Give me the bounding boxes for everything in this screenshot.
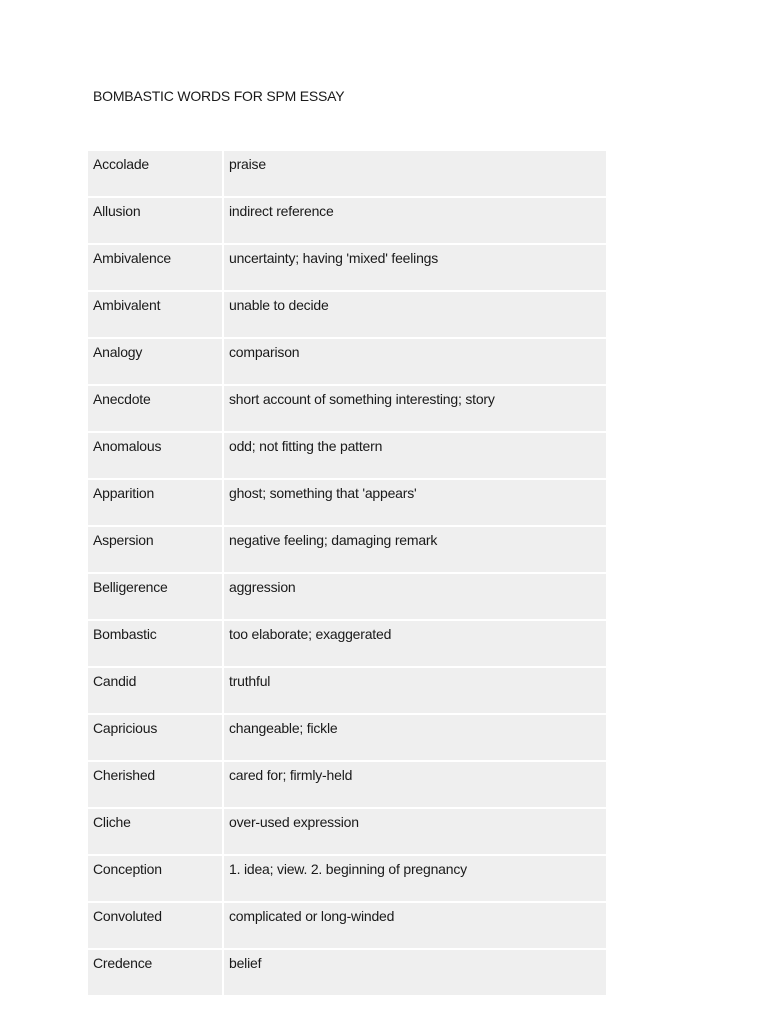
meaning-cell: uncertainty; having 'mixed' feelings xyxy=(224,245,606,292)
word-cell: Aspersion xyxy=(88,527,224,574)
meaning-cell: changeable; fickle xyxy=(224,715,606,762)
word-cell: Bombastic xyxy=(88,621,224,668)
meaning-cell: ghost; something that 'appears' xyxy=(224,480,606,527)
document-title: BOMBASTIC WORDS FOR SPM ESSAY xyxy=(93,88,345,104)
word-cell: Allusion xyxy=(88,198,224,245)
word-cell: Conception xyxy=(88,856,224,903)
meaning-cell: too elaborate; exaggerated xyxy=(224,621,606,668)
table-row xyxy=(88,245,606,292)
word-cell: Anecdote xyxy=(88,386,224,433)
table-row xyxy=(88,292,606,339)
table-row xyxy=(88,856,606,903)
meaning-cell: 1. idea; view. 2. beginning of pregnancy xyxy=(224,856,606,903)
word-cell: Cliche xyxy=(88,809,224,856)
word-cell: Ambivalence xyxy=(88,245,224,292)
table-row xyxy=(88,762,606,809)
meaning-cell: praise xyxy=(224,151,606,198)
table-row xyxy=(88,574,606,621)
meaning-cell: aggression xyxy=(224,574,606,621)
word-cell: Convoluted xyxy=(88,903,224,950)
word-cell: Anomalous xyxy=(88,433,224,480)
word-cell: Accolade xyxy=(88,151,224,198)
vocabulary-table xyxy=(88,151,606,997)
word-cell: Capricious xyxy=(88,715,224,762)
table-row xyxy=(88,433,606,480)
meaning-cell: indirect reference xyxy=(224,198,606,245)
meaning-cell: negative feeling; damaging remark xyxy=(224,527,606,574)
table-row xyxy=(88,527,606,574)
table-row xyxy=(88,621,606,668)
table-row xyxy=(88,480,606,527)
word-cell: Candid xyxy=(88,668,224,715)
meaning-cell: truthful xyxy=(224,668,606,715)
meaning-cell: comparison xyxy=(224,339,606,386)
table-row xyxy=(88,386,606,433)
word-cell: Credence xyxy=(88,950,224,997)
meaning-cell: unable to decide xyxy=(224,292,606,339)
table-row xyxy=(88,903,606,950)
meaning-cell: belief xyxy=(224,950,606,997)
word-cell: Cherished xyxy=(88,762,224,809)
table-row xyxy=(88,668,606,715)
word-cell: Apparition xyxy=(88,480,224,527)
table-row xyxy=(88,809,606,856)
meaning-cell: over-used expression xyxy=(224,809,606,856)
vocabulary-table-body xyxy=(88,151,606,997)
table-row xyxy=(88,950,606,997)
meaning-cell: cared for; firmly-held xyxy=(224,762,606,809)
table-row xyxy=(88,339,606,386)
word-cell: Analogy xyxy=(88,339,224,386)
table-row xyxy=(88,198,606,245)
word-cell: Ambivalent xyxy=(88,292,224,339)
table-row xyxy=(88,151,606,198)
meaning-cell: odd; not fitting the pattern xyxy=(224,433,606,480)
word-cell: Belligerence xyxy=(88,574,224,621)
meaning-cell: short account of something interesting; story xyxy=(224,386,606,433)
meaning-cell: complicated or long-winded xyxy=(224,903,606,950)
table-row xyxy=(88,715,606,762)
